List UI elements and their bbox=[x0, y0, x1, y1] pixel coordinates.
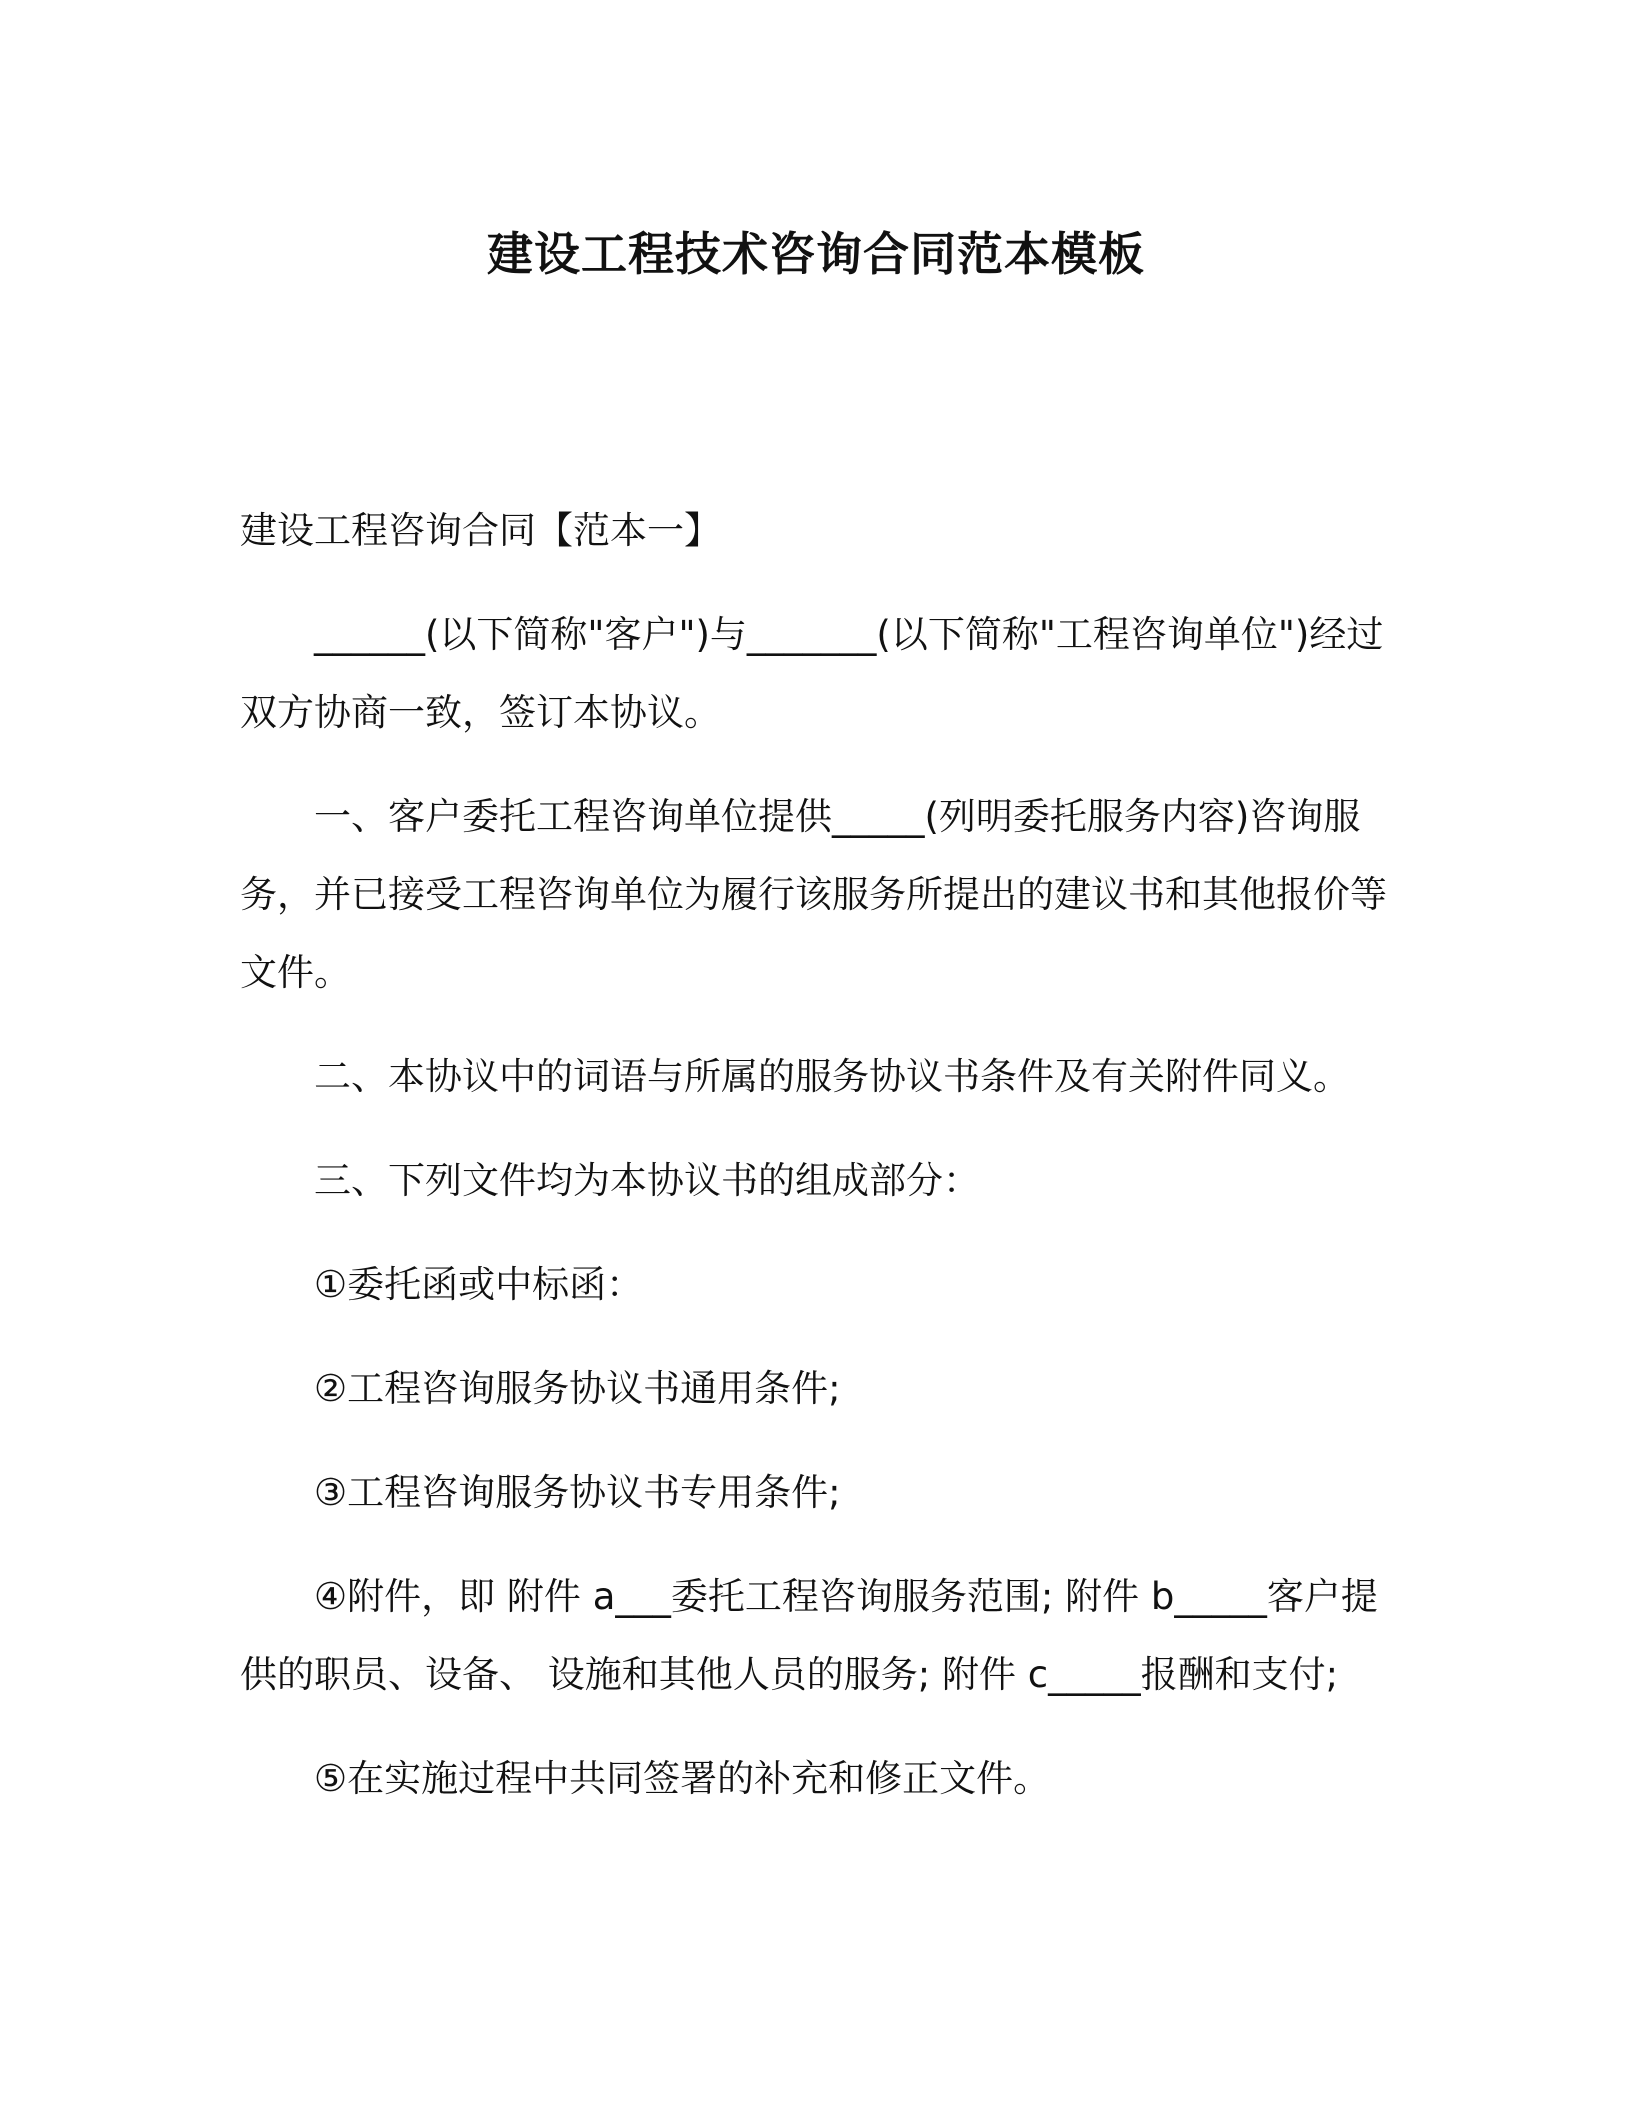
list-item-4: ④附件，即 附件 a___委托工程咨询服务范围; 附件 b_____客户提供的职员、设备、 设施和其他人员的服务; 附件 c_____报酬和支付; bbox=[240, 1575, 1378, 1696]
document-body bbox=[240, 492, 1390, 1844]
list-item-3: ③工程咨询服务协议书专用条件; bbox=[314, 1471, 841, 1514]
document-title: 建设工程技术咨询合同范本模板 bbox=[487, 227, 1145, 281]
paragraph-parties: ______(以下简称"客户")与_______(以下简称"工程咨询单位")经过双方协商一致，签订本协议。 bbox=[240, 613, 1384, 734]
paragraph-clause-3: 三、下列文件均为本协议书的组成部分： bbox=[314, 1159, 980, 1202]
section-heading: 建设工程咨询合同【范本一】 bbox=[240, 509, 721, 552]
list-item-5: ⑤在实施过程中共同签署的补充和修正文件。 bbox=[314, 1757, 1051, 1800]
list-item-1: ①委托函或中标函： bbox=[314, 1263, 644, 1306]
paragraph-clause-2: 二、本协议中的词语与所属的服务协议书条件及有关附件同义。 bbox=[314, 1055, 1350, 1098]
paragraph-clause-1: 一、客户委托工程咨询单位提供_____(列明委托服务内容)咨询服务，并已接受工程咨询单位为履行该服务所提出的建议书和其他报价等文件。 bbox=[240, 795, 1387, 994]
list-item-2: ②工程咨询服务协议书通用条件; bbox=[314, 1367, 841, 1410]
